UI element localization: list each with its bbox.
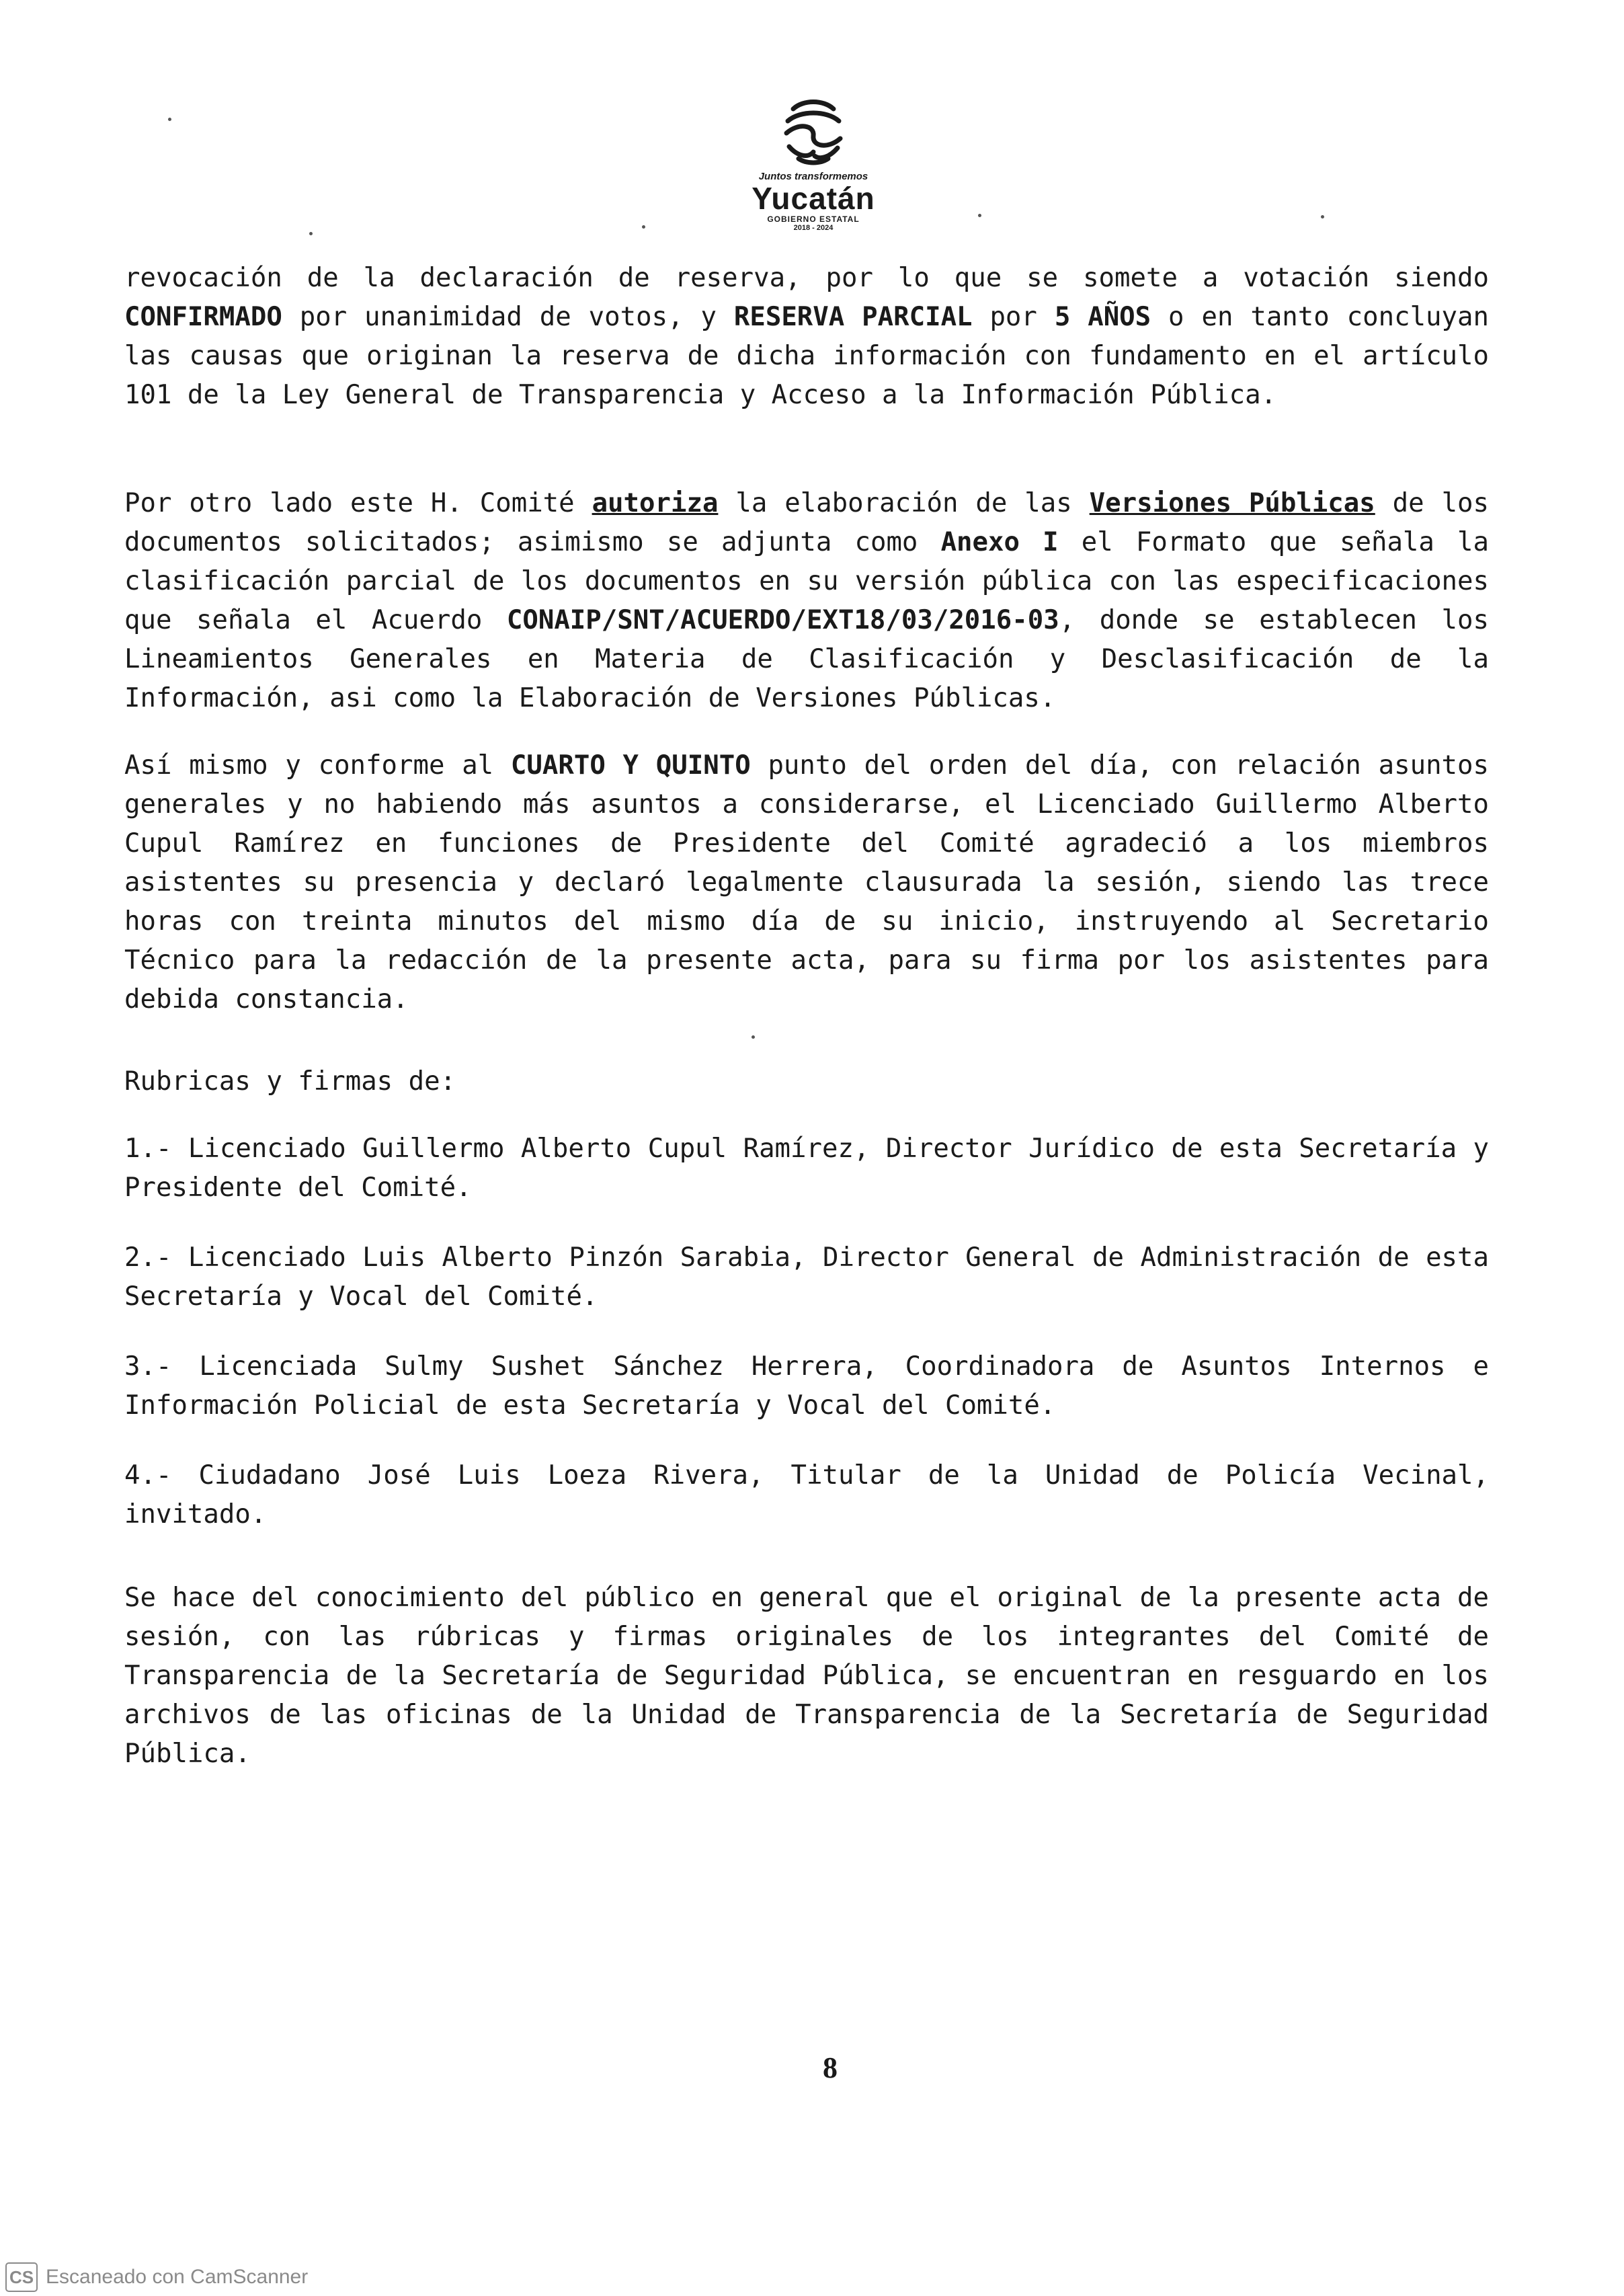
- text-run: el Formato que señala la clasificación parcial de los documentos en su versión pública con las especificaciones que señala el Acuerdo: [124, 527, 1489, 635]
- closing-paragraph: Se hace del conocimiento del público en general que el original de la presente acta de sesión, con las rúbricas y firmas originales de los integrantes del Comité de Transparencia de la Secretaría de Seguridad Pública, se encuentran en resguardo en los archivos de las oficinas de la Unidad de Transparencia de la Secretaría de Seguridad Pública.: [124, 1583, 1489, 1769]
- text-run: de los documentos solicitados; asimismo se adjunta como: [124, 488, 1490, 557]
- text-run: punto del orden del día, con relación asuntos generales y no habiendo más asuntos a considerarse, el Licenciado Guillermo Alberto Cupul Ramírez en funciones de Presidente del Comité agradeció a los miembros asistentes su presencia y declaró legalmente clausurada la sesión, siendo las trece horas con treinta minutos del mismo día de su inicio, instruyendo al Secretario Técnico para la redacción de la presente acta, para su firma por los asistentes para debida constancia.: [124, 750, 1489, 1015]
- yucatan-government-logo: [733, 94, 894, 232]
- text-run: la elaboración de las: [718, 488, 1090, 518]
- camscanner-icon: CS: [5, 2262, 38, 2292]
- paragraph-text: [124, 484, 1489, 718]
- text-run: , donde se establecen los Lineamientos Generales en Materia de Clasificación y Desclasificación de la Información, asi como la Elaboración de Versiones Públicas.: [124, 605, 1489, 713]
- signatory-item: 1.- Licenciado Guillermo Alberto Cupul Ramírez, Director Jurídico de esta Secretaría y Presidente del Comité.: [124, 1134, 1489, 1203]
- text-run: Así mismo y conforme al: [124, 750, 511, 781]
- cuarto-quinto-text: CUARTO Y QUINTO: [510, 750, 751, 781]
- logo-name: Yucatán: [752, 181, 875, 216]
- signatory-item: 4.- Ciudadano José Luis Loeza Rivera, Titular de la Unidad de Policía Vecinal, invitado.: [124, 1460, 1489, 1530]
- paragraph-text: [124, 746, 1489, 1019]
- logo-government: GOBIERNO ESTATAL: [767, 214, 860, 224]
- scan-speck: [978, 214, 981, 217]
- paragraph-session-closure: [124, 746, 1489, 1019]
- camscanner-text: Escaneado con CamScanner: [46, 2266, 309, 2288]
- paragraph-public-notice: [124, 1579, 1489, 1774]
- signatory-item: 2.- Licenciado Luis Alberto Pinzón Sarabia, Director General de Administración de esta Secretaría y Vocal del Comité.: [124, 1242, 1489, 1312]
- autoriza-text: autoriza: [592, 488, 719, 518]
- signatory-item: 3.- Licenciada Sulmy Sushet Sánchez Herrera, Coordinadora de Asuntos Internos e Información Policial de esta Secretaría y Vocal del Comité.: [124, 1351, 1489, 1421]
- signatories-list: [124, 1130, 1489, 1565]
- yucatan-emblem-icon: [773, 94, 854, 168]
- anexo-text: Anexo I: [940, 527, 1059, 557]
- acuerdo-code: CONAIP/SNT/ACUERDO/EXT18/03/2016-03: [506, 605, 1059, 635]
- signatures-section: [124, 1062, 1489, 1101]
- paragraph-reserve-vote: [124, 259, 1489, 415]
- text-run: o en tanto concluyan las causas que originan la reserva de dicha información con fundamento en el artículo 101 de la Ley General de Transparencia y Acceso a la Información Pública.: [124, 302, 1489, 410]
- page-number: 8: [823, 2051, 838, 2084]
- text-run: por: [972, 302, 1055, 332]
- paragraph-text: [124, 259, 1489, 415]
- scan-speck: [642, 225, 645, 229]
- confirmado-text: CONFIRMADO: [124, 302, 282, 332]
- scan-speck: [752, 1035, 755, 1039]
- scan-speck: [1321, 215, 1324, 219]
- logo-tagline: Juntos transformemos: [758, 171, 868, 182]
- scan-speck: [168, 118, 171, 121]
- signatures-heading: Rubricas y firmas de:: [124, 1066, 456, 1097]
- scan-speck: [309, 232, 313, 235]
- reserva-parcial-text: RESERVA PARCIAL: [733, 302, 973, 332]
- logo-years: 2018 - 2024: [793, 224, 834, 232]
- text-run: por unanimidad de votos, y: [282, 302, 734, 332]
- five-years-text: 5 AÑOS: [1054, 302, 1151, 332]
- text-run: revocación de la declaración de reserva, por lo que se somete a votación siendo: [124, 263, 1489, 293]
- paragraph-public-versions: [124, 484, 1489, 718]
- text-run: Por otro lado este H. Comité: [124, 488, 592, 518]
- camscanner-watermark: [5, 2262, 308, 2292]
- versiones-publicas-text: Versiones Públicas: [1089, 488, 1375, 518]
